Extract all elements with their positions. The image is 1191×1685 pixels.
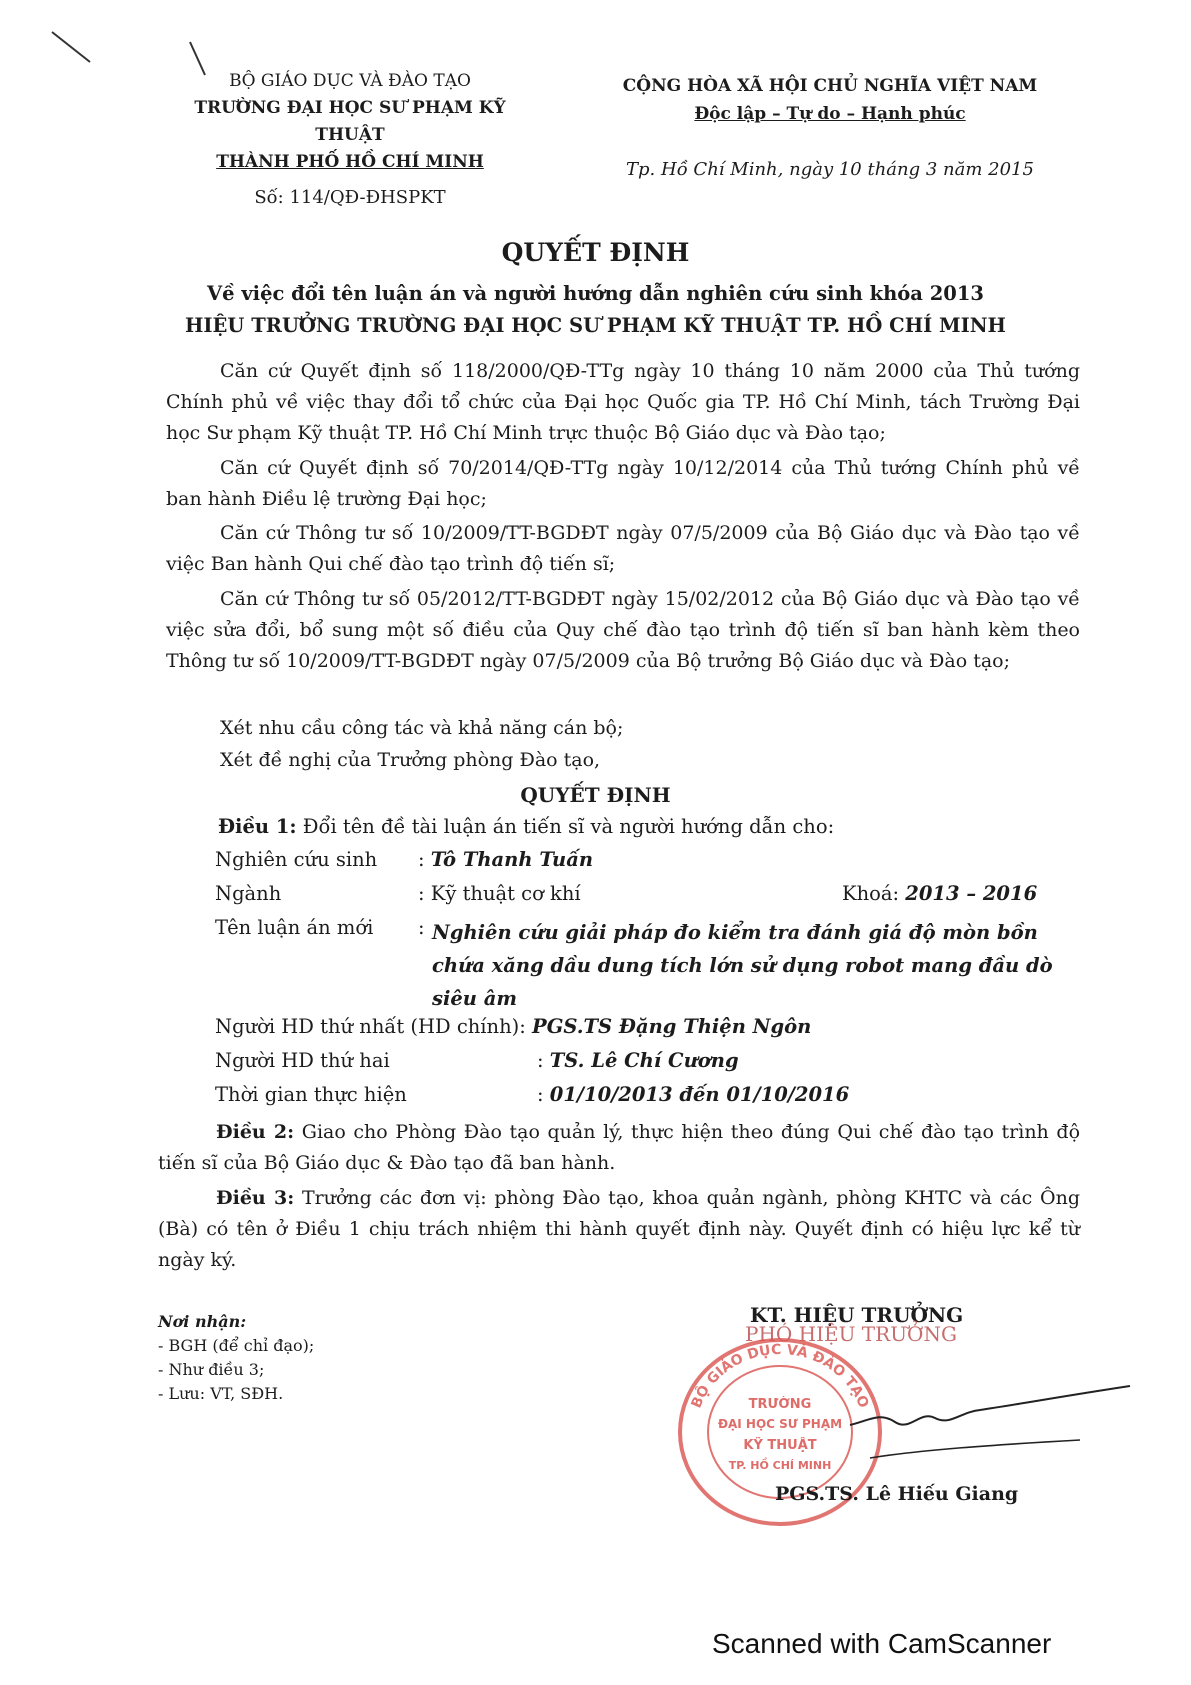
signer-name: PGS.TS. Lê Hiếu Giang <box>775 1483 1019 1505</box>
researcher-value: Tô Thanh Tuấn <box>430 848 594 871</box>
advisor1-field <box>215 1015 811 1038</box>
article-2-label: Điều 2: <box>216 1121 295 1143</box>
university-name: TRƯỜNG ĐẠI HỌC SƯ PHẠM KỸ THUẬT <box>194 98 506 145</box>
recipients-title: Nơi nhận: <box>158 1312 247 1331</box>
signature-subtitle: PHÓ HIỆU TRƯỞNG <box>745 1322 957 1346</box>
seal-line: TP. HỒ CHÍ MINH <box>728 1459 832 1472</box>
document-title: QUYẾT ĐỊNH <box>501 238 690 267</box>
major-field: : Kỹ thuật cơ khí <box>418 882 581 905</box>
seal-outer-text: BỘ GIÁO DỤC VÀ ĐÀO TẠO <box>688 1341 872 1411</box>
republic-name: CỘNG HÒA XÃ HỘI CHỦ NGHĨA VIỆT NAM <box>622 76 1038 96</box>
article-3-text: Trưởng các đơn vị: phòng Đào tạo, khoa quản ngành, phòng KHTC và các Ông (Bà) có tên ở Điều 1 chịu trách nhiệm thi hành quyết định này. Quyết định có hiệu lực kể từ ngày ký. <box>158 1187 1081 1271</box>
document-number: Số: 114/QĐ-ĐHSPKT <box>254 187 446 208</box>
university-city: THÀNH PHỐ HỒ CHÍ MINH <box>216 152 484 172</box>
advisor2-value: TS. Lê Chí Cương <box>549 1049 739 1072</box>
course-value: 2013 – 2016 <box>905 882 1038 905</box>
thesis-value: Nghiên cứu giải pháp đo kiểm tra đánh giá độ mòn bồn chứa xăng dầu dung tích lớn sử dụng robot mang đầu dò siêu âm <box>432 921 1053 1010</box>
signature-title: KT. HIỆU TRƯỞNG <box>750 1303 964 1327</box>
advisor2-label: Người HD thứ hai <box>215 1049 390 1072</box>
legal-basis-3: Căn cứ Thông tư số 10/2009/TT-BGDĐT ngày 07/5/2009 của Bộ Giáo dục và Đào tạo về việc Ban hành Qui chế đào tạo trình độ tiến sĩ; <box>166 522 1080 575</box>
national-motto: Độc lập – Tự do – Hạnh phúc <box>694 104 966 124</box>
period-label: Thời gian thực hiện <box>215 1083 407 1106</box>
article-1-text: Đổi tên đề tài luận án tiến sĩ và người hướng dẫn cho: <box>302 815 835 838</box>
article-3-label: Điều 3: <box>216 1187 295 1209</box>
researcher-label: Nghiên cứu sinh <box>215 848 378 871</box>
ministry-name: BỘ GIÁO DỤC VÀ ĐÀO TẠO <box>229 71 471 91</box>
article-2 <box>158 1117 1080 1179</box>
place-date: Tp. Hồ Chí Minh, ngày 10 tháng 3 năm 2015 <box>626 159 1034 180</box>
major-value: Kỹ thuật cơ khí <box>430 882 581 905</box>
recipient-item: - Lưu: VT, SĐH. <box>158 1384 284 1403</box>
legal-basis-5: Xét nhu cầu công tác và khả năng cán bộ; <box>220 717 624 739</box>
seal-line: KỸ THUẬT <box>743 1438 817 1453</box>
course-field <box>842 882 1037 905</box>
recipient-item: - Như điều 3; <box>158 1360 265 1379</box>
seal-line: TRƯỜNG <box>748 1397 812 1412</box>
article-1 <box>218 815 834 838</box>
thesis-colon: : <box>418 916 425 939</box>
major-label: Ngành <box>215 882 282 905</box>
article-2-text: Giao cho Phòng Đào tạo quản lý, thực hiện theo đúng Qui chế đào tạo trình độ tiến sĩ của Bộ Giáo dục & Đào tạo đã ban hành. <box>158 1121 1081 1174</box>
issuer-block <box>170 68 530 211</box>
period-field: : 01/10/2013 đến 01/10/2016 <box>537 1083 850 1106</box>
camscanner-watermark: Scanned with CamScanner <box>712 1628 1052 1659</box>
advisor1-value: PGS.TS Đặng Thiện Ngôn <box>532 1015 812 1038</box>
advisor2-field: : TS. Lê Chí Cương <box>537 1049 739 1072</box>
researcher-field: : Tô Thanh Tuấn <box>418 848 594 871</box>
recipient-item: - BGH (để chỉ đạo); <box>158 1336 315 1355</box>
legal-basis-1: Căn cứ Quyết định số 118/2000/QĐ-TTg ngày 10 tháng 10 năm 2000 của Thủ tướng Chính phủ về việc thay đổi tổ chức của Đại học Quốc gia TP. Hồ Chí Minh, tách Trường Đại học Sư phạm Kỹ thuật TP. Hồ Chí Minh trực thuộc Bộ Giáo dục và Đào tạo; <box>166 360 1080 444</box>
handwritten-signature <box>840 1380 1140 1480</box>
recipients-block <box>158 1310 314 1406</box>
advisor1-label: Người HD thứ nhất (HD chính): <box>215 1015 526 1038</box>
document-subject: Về việc đổi tên luận án và người hướng dẫn nghiên cứu sinh khóa 2013 <box>207 282 984 305</box>
legal-basis-4: Căn cứ Thông tư số 05/2012/TT-BGDĐT ngày 15/02/2012 của Bộ Giáo dục và Đào tạo về việc sửa đổi, bổ sung một số điều của Quy chế đào tạo trình độ tiến sĩ ban hành kèm theo Thông tư số 10/2009/TT-BGDĐT ngày 07/5/2009 của Bộ trưởng Bộ Giáo dục và Đào tạo; <box>166 588 1080 672</box>
issuer-authority: HIỆU TRƯỞNG TRƯỜNG ĐẠI HỌC SƯ PHẠM KỸ THUẬT TP. HỒ CHÍ MINH <box>185 314 1006 337</box>
national-header <box>610 72 1050 184</box>
period-value: 01/10/2013 đến 01/10/2016 <box>549 1083 850 1106</box>
thesis-label: Tên luận án mới <box>215 916 374 939</box>
legal-basis-6: Xét đề nghị của Trưởng phòng Đào tạo, <box>220 749 601 771</box>
article-3 <box>158 1183 1080 1276</box>
legal-basis-2: Căn cứ Quyết định số 70/2014/QĐ-TTg ngày 10/12/2014 của Thủ tướng Chính phủ về ban hành Điều lệ trường Đại học; <box>166 457 1080 510</box>
seal-line: ĐẠI HỌC SƯ PHẠM <box>717 1417 843 1431</box>
article-1-label: Điều 1: <box>218 815 297 838</box>
decision-heading: QUYẾT ĐỊNH <box>520 783 671 807</box>
course-label: Khoá: <box>842 882 900 905</box>
